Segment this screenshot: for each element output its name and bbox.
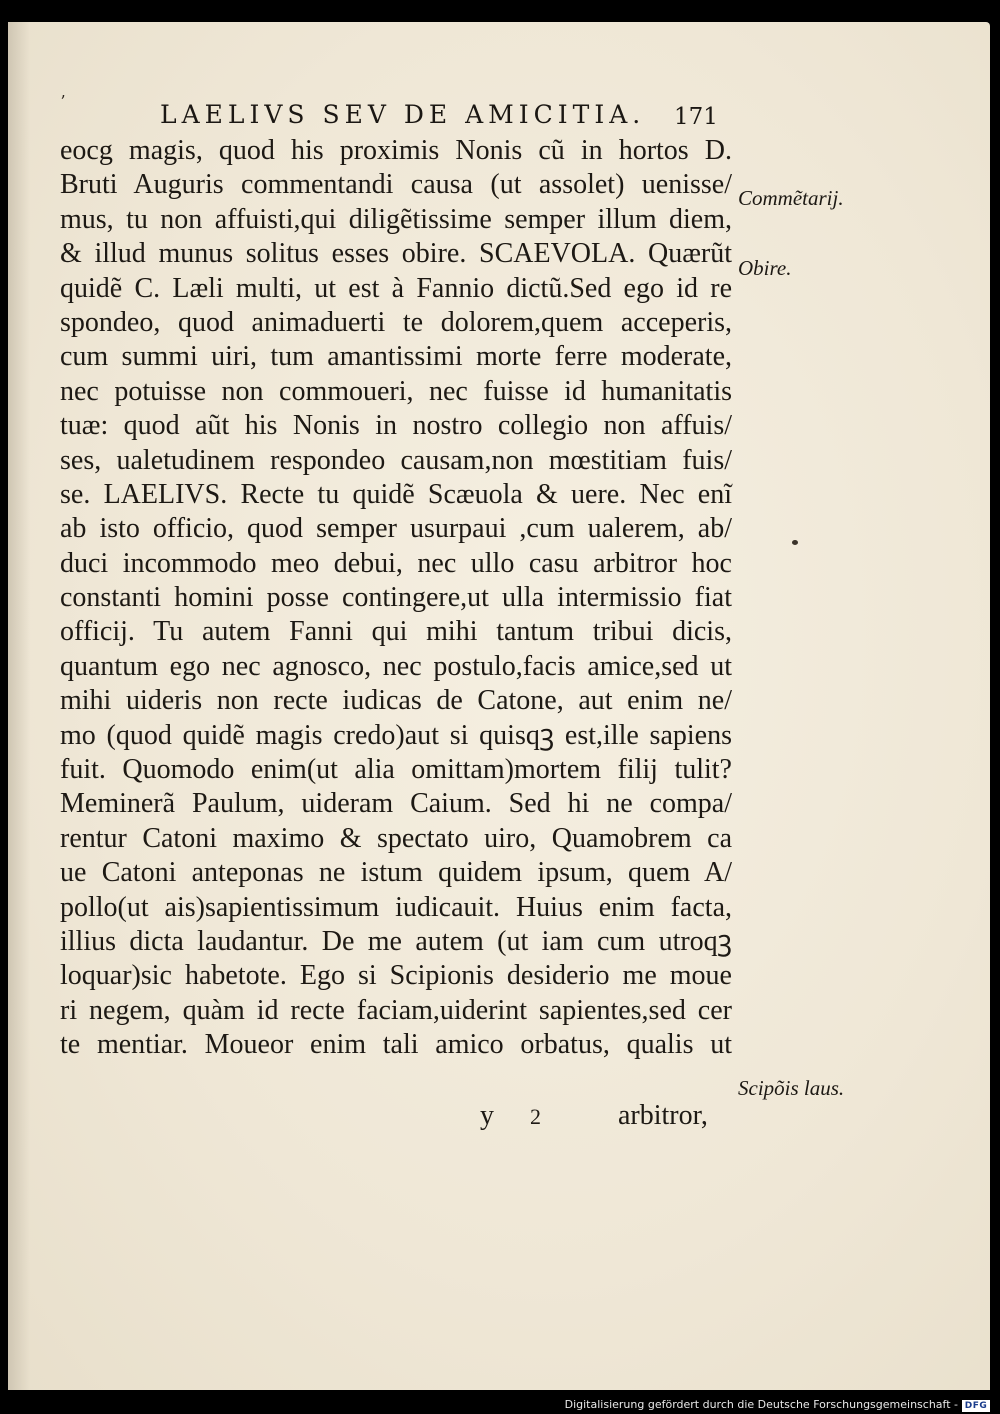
digitization-credit: Digitalisierung gefördert durch die Deutsche Forschungsgemeinschaft - bbox=[564, 1398, 958, 1411]
text-line: ri negem, quàm id recte faciam,uiderint sapientes,sed cer bbox=[60, 994, 732, 1026]
text-line: eocg magis, quod his proximis Nonis cũ in hortos D. bbox=[60, 135, 732, 166]
text-line: mihi uideris non recte iudicas de Catone, aut enim ne/ bbox=[60, 685, 732, 717]
text-line: Meminerã Paulum, uideram Caium. Sed hi ne compa/ bbox=[60, 788, 732, 820]
marginal-note: Scipõis laus. bbox=[738, 1076, 845, 1100]
signature-number: 2 bbox=[530, 1104, 541, 1129]
text-line: ab isto officio, quod semper usurpaui ,cum ualerem, ab/ bbox=[60, 513, 732, 545]
text-line: cum summi uiri, tum amantissimi morte ferre moderate, bbox=[60, 341, 732, 373]
text-line: fuit. Quomodo enim(ut alia omittam)mortem filij tulit? bbox=[60, 754, 732, 786]
page-gutter-shadow bbox=[8, 22, 30, 1390]
catchword-line bbox=[470, 1100, 730, 1140]
text-line: duci incommodo meo debui, nec ullo casu arbitror hoc bbox=[60, 547, 732, 579]
text-line: ses, ualetudinem respondeo causam,non mœstitiam fuis/ bbox=[60, 444, 732, 476]
marginal-note: Commẽtarij. bbox=[738, 186, 844, 210]
folio-number: 171 bbox=[674, 104, 718, 130]
text-line: constanti homini posse contingere,ut ulla intermissio fiat bbox=[60, 582, 732, 614]
dfg-logo: DFG bbox=[962, 1400, 990, 1412]
text-line: illius dicta laudantur. De me autem (ut iam cum utroqꝫ bbox=[60, 925, 732, 957]
signature-mark: y bbox=[480, 1100, 494, 1131]
text-line: ue Catoni anteponas ne istum quidem ipsum, quem A/ bbox=[60, 857, 732, 889]
text-line: quantum ego nec agnosco, nec postulo,facis amice,sed ut bbox=[60, 650, 732, 682]
text-line: tuæ: quod aũt his Nonis in nostro collegio non affuis/ bbox=[60, 410, 732, 442]
text-line: rentur Catoni maximo & spectato uiro, Quamobrem ca bbox=[60, 822, 732, 854]
text-line: spondeo, quod animaduerti te dolorem,quem acceperis, bbox=[60, 306, 732, 338]
body-text bbox=[60, 134, 732, 1063]
running-head-title: LAELIVS SEV DE AMICITIA. bbox=[160, 100, 646, 129]
text-line: mo (quod quidẽ magis credo)aut si quisqꝫ est,ille sapiens bbox=[60, 719, 732, 751]
text-line: se. LAELIVS. Recte tu quidẽ Scæuola & uere. Nec enĩ bbox=[60, 478, 732, 510]
text-line: quidẽ C. Læli multi, ut est à Fannio dictũ.Sed ego id re bbox=[60, 272, 732, 304]
marginal-note: Obire. bbox=[738, 256, 792, 280]
text-line: loquar)sic habetote. Ego si Scipionis desiderio me moue bbox=[60, 960, 732, 992]
text-line: Bruti Auguris commentandi causa (ut assolet) uenisse/ bbox=[60, 169, 732, 201]
text-line: officij. Tu autem Fanni qui mihi tantum tribui dicis, bbox=[60, 616, 732, 648]
marginal-notes bbox=[738, 0, 868, 1414]
ink-speck bbox=[792, 540, 798, 545]
text-line: & illud munus solitus esses obire. SCAEVOLA. Quærũt bbox=[60, 238, 732, 270]
text-line: mus, tu non affuisti,qui diligẽtissime semper illum diem, bbox=[60, 203, 732, 235]
margin-tick-mark: ʼ bbox=[60, 92, 66, 111]
text-line: nec potuisse non commoueri, nec fuisse id humanitatis bbox=[60, 375, 732, 407]
catchword: arbitror, bbox=[618, 1100, 708, 1131]
text-line: pollo(ut ais)sapientissimum iudicauit. Huius enim facta, bbox=[60, 891, 732, 923]
text-line: te mentiar. Moueor enim tali amico orbatus, qualis ut bbox=[60, 1029, 732, 1061]
